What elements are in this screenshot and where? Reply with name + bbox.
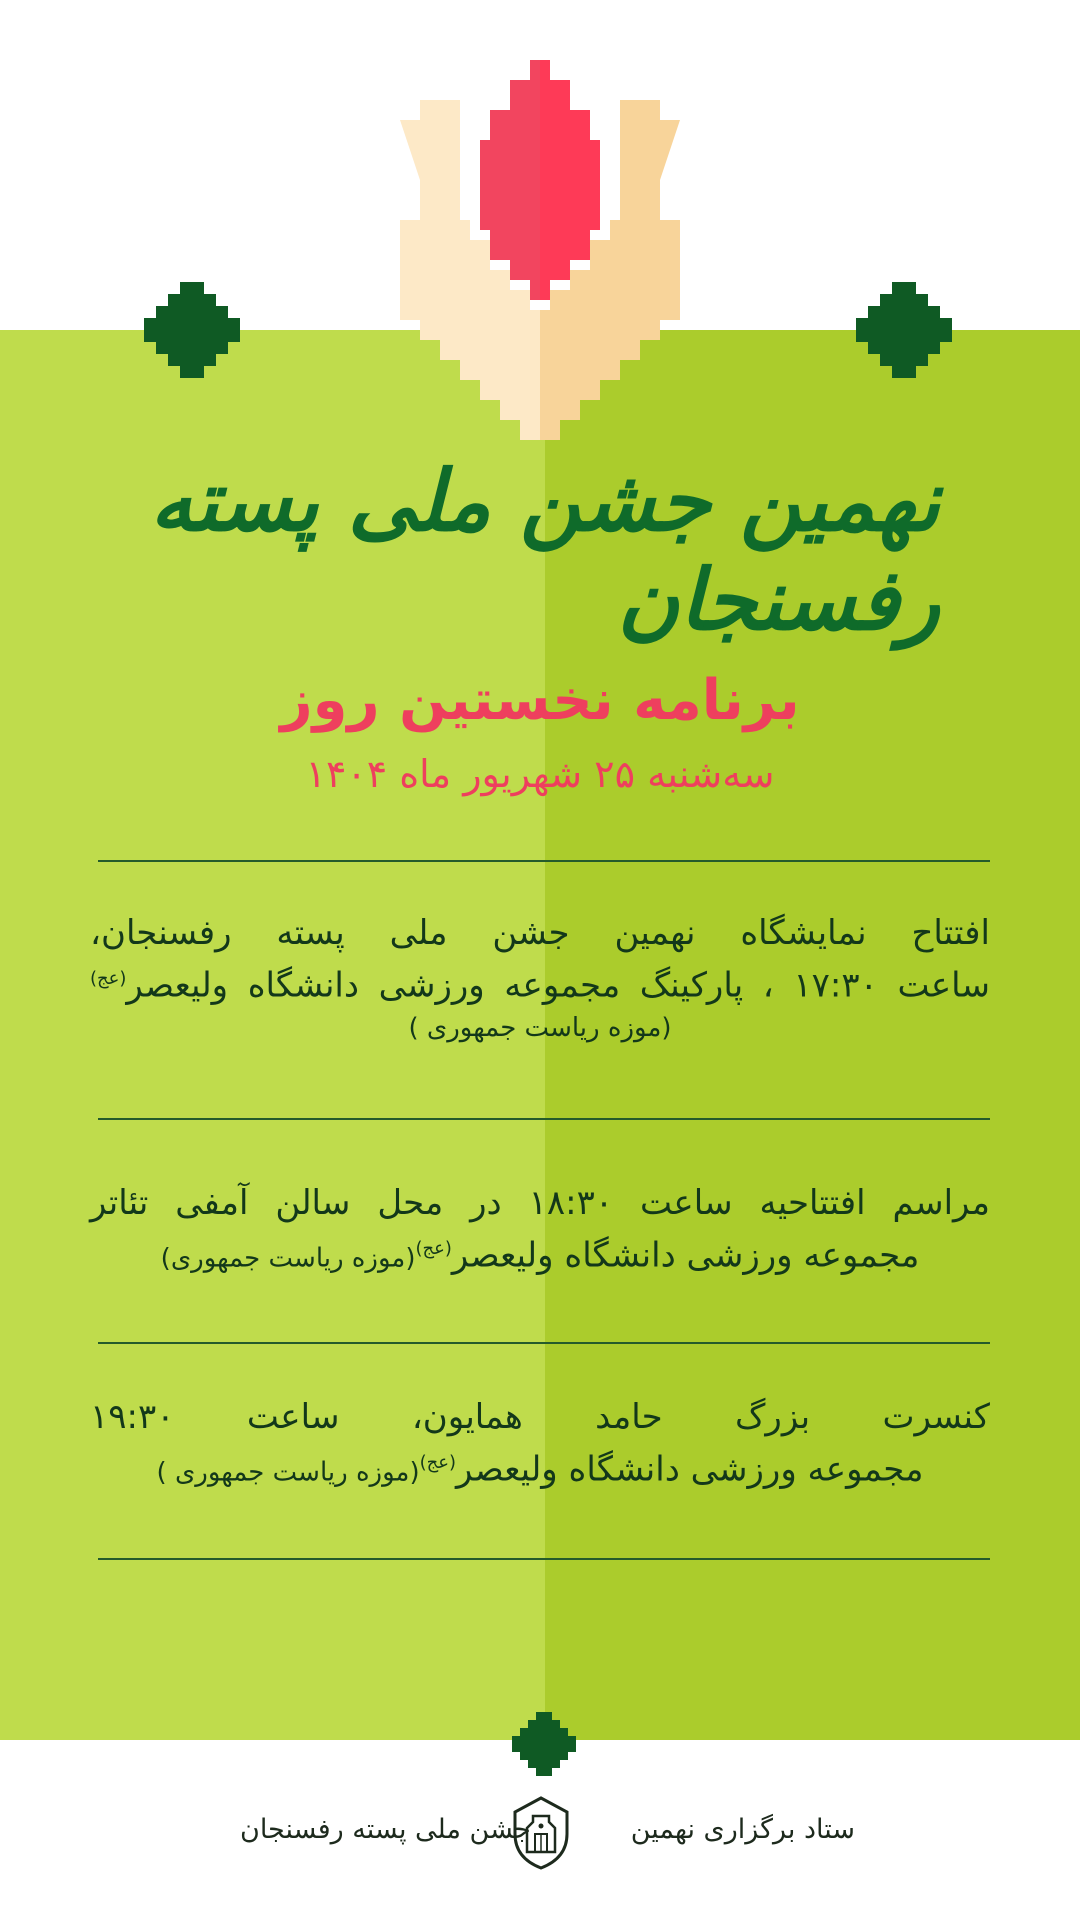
pistachio-icon	[380, 50, 700, 440]
ornament-left-icon	[144, 282, 240, 378]
event-2-sup: (عج)	[415, 1238, 452, 1259]
event-2-line1: مراسم افتتاحیه ساعت ۱۸:۳۰ در محل سالن آمفی تئاتر	[90, 1183, 990, 1223]
event-item-1	[90, 910, 990, 1048]
event-3-line2	[90, 1440, 990, 1495]
footer-left-text: جشن ملی پسته رفسنجان	[240, 1814, 531, 1845]
event-2-line2-tail: (موزه ریاست جمهوری)	[160, 1243, 416, 1274]
poster-date: سه‌شنبه ۲۵ شهریور ماه ۱۴۰۴	[305, 752, 775, 796]
event-3-sup: (عج)	[419, 1452, 457, 1473]
divider	[98, 1342, 990, 1344]
event-3-line1: کنسرت بزرگ حامد همایون، ساعت ۱۹:۳۰	[90, 1397, 990, 1437]
event-item-3	[90, 1394, 990, 1495]
event-1-line2	[90, 956, 990, 1008]
event-item-2	[90, 1180, 990, 1281]
event-2-line2-text: مجموعه ورزشی دانشگاه ولیعصر	[451, 1235, 920, 1276]
divider	[98, 1558, 990, 1560]
event-1-line3: (موزه ریاست جمهوری )	[408, 1013, 672, 1044]
footer	[0, 1790, 1080, 1880]
event-3-line2-text: مجموعه ورزشی دانشگاه ولیعصر	[456, 1449, 924, 1490]
poster-title: نهمین جشن ملی پسته رفسنجان	[149, 451, 940, 649]
ornament-bottom-icon	[512, 1712, 576, 1776]
footer-right-text: ستاد برگزاری نهمین	[630, 1814, 855, 1845]
divider	[98, 1118, 990, 1120]
poster-subtitle: برنامه نخستین روز	[280, 668, 800, 733]
ornament-right-icon	[856, 282, 952, 378]
event-3-line2-tail: (موزه ریاست جمهوری )	[156, 1457, 420, 1488]
event-2-line2	[90, 1226, 990, 1281]
divider	[98, 860, 990, 862]
event-1-line2-text: ساعت ۱۷:۳۰ ، پارکینگ مجموعه ورزشی دانشگاه ولیعصر	[126, 965, 990, 1006]
event-1-line1: افتتاح نمایشگاه نهمین جشن ملی پسته رفسنجان،	[90, 913, 990, 953]
event-1-sup: (عج)	[90, 968, 127, 989]
